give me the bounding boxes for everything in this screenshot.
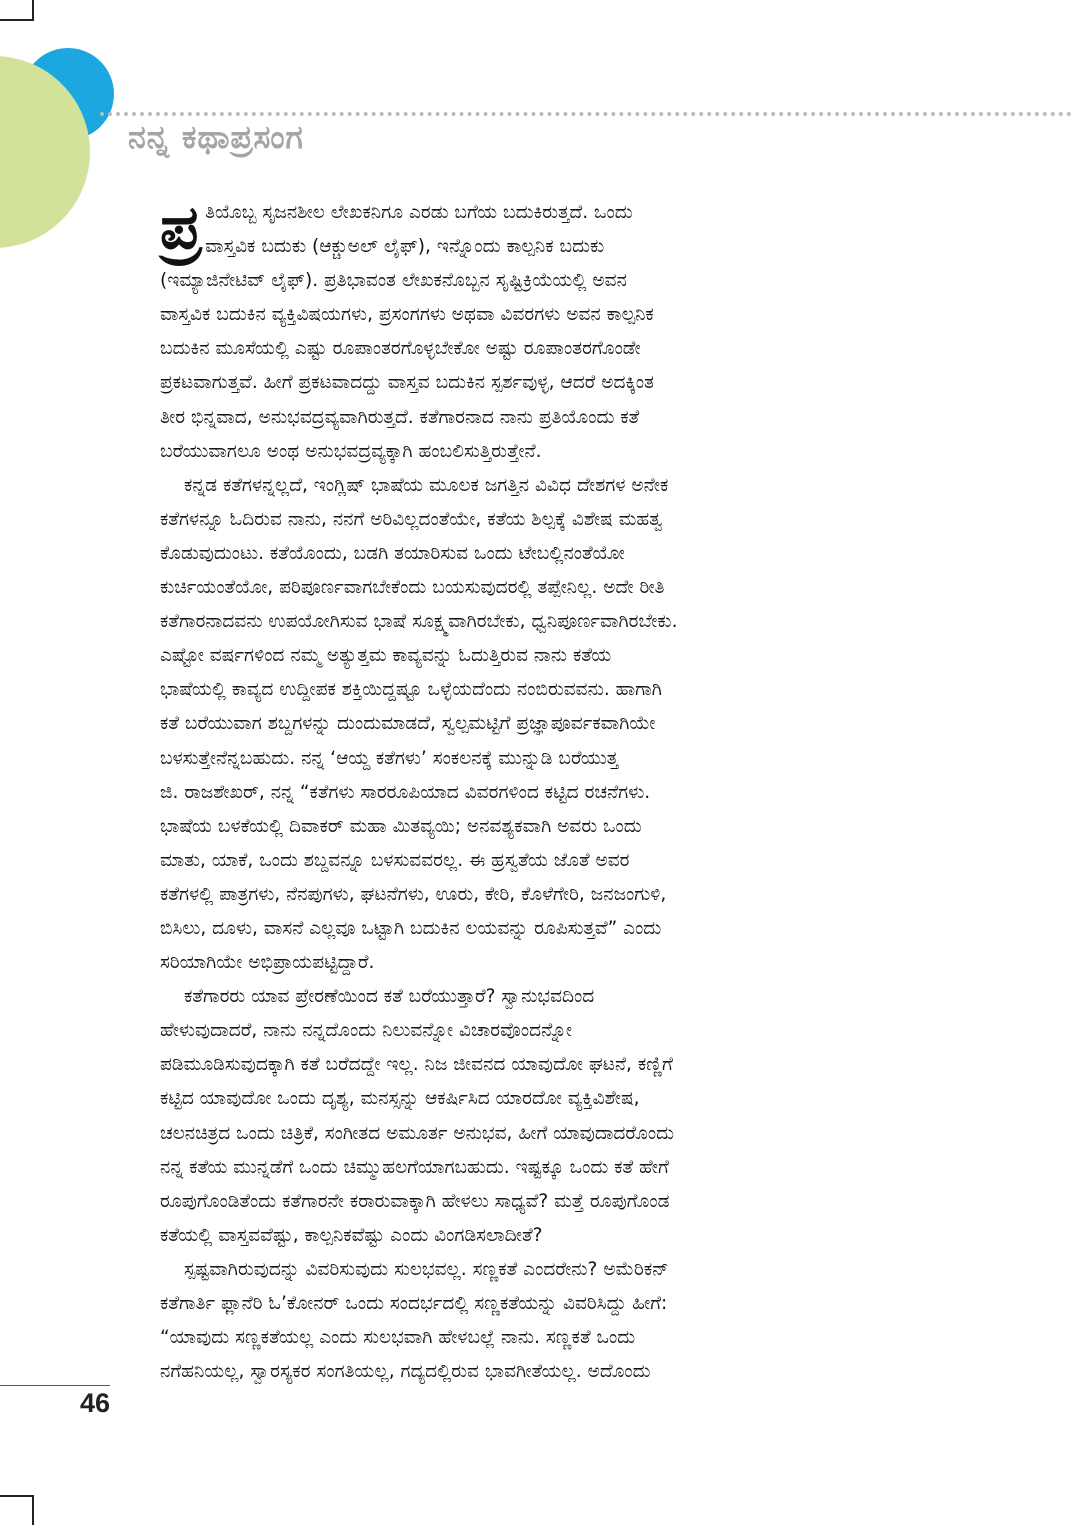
crop-mark-top-horizontal [0,19,34,21]
text-line: ಚಲನಚಿತ್ರದ ಒಂದು ಚಿತ್ರಿಕೆ, ಸಂಗೀತದ ಅಮೂರ್ತ ಅನುಭವ, ಹೀಗೆ ಯಾವುದಾದರೊಂದು [160,1122,675,1144]
paragraph-1 [160,193,912,469]
crop-mark-bottom-horizontal [0,1495,34,1497]
text-line: ಪ್ರಕಟವಾಗುತ್ತವೆ. ಹೀಗೆ ಪ್ರಕಟವಾದದ್ದು ವಾಸ್ತವ ಬದುಕಿನ ಸ್ಪರ್ಶವುಳ್ಳ, ಆದರೆ ಅದಕ್ಕಿಂತ [160,372,655,394]
text-line: ಜಿ. ರಾಜಶೇಖರ್, ನನ್ನ “ಕತೆಗಳು ಸಾರರೂಪಿಯಾದ ವಿವರಗಳಿಂದ ಕಟ್ಟಿದ ರಚನೆಗಳು. [160,781,651,803]
text-line: ಬಿಸಿಲು, ದೂಳು, ವಾಸನೆ ಎಲ್ಲವೂ ಒಟ್ಟಾಗಿ ಬದುಕಿನ ಲಯವನ್ನು ರೂಪಿಸುತ್ತವೆ” ಎಂದು [160,917,662,939]
text-line: ಕತೆ ಬರೆಯುವಾಗ ಶಬ್ದಗಳನ್ನು ದುಂದುಮಾಡದೆ, ಸ್ವಲ್ಪಮಟ್ಟಿಗೆ ಪ್ರಜ್ಞಾಪೂರ್ವಕವಾಗಿಯೇ [160,713,656,735]
text-line: ಕತೆಗಾರ್ತಿ ಫ್ಲಾನೆರಿ ಓ’ಕೋನರ್ ಒಂದು ಸಂದರ್ಭದಲ್ಲಿ ಸಣ್ಣಕತೆಯನ್ನು ವಿವರಿಸಿದ್ದು ಹೀಗೆ: [160,1293,668,1314]
text-line: ವಾಸ್ತವಿಕ ಬದುಕು (ಆಕ್ಚುಅಲ್ ಲೈಫ್), ಇನ್ನೊಂದು ಕಾಲ್ಪನಿಕ ಬದುಕು [205,236,605,258]
text-line: ಪಡಿಮೂಡಿಸುವುದಕ್ಕಾಗಿ ಕತೆ ಬರೆದದ್ದೇ ಇಲ್ಲ. ನಿಜ ಜೀವನದ ಯಾವುದೋ ಘಟನೆ, ಕಣ್ಣಿಗೆ [160,1054,673,1076]
text-line: ಮಾತು, ಯಾಕೆ, ಒಂದು ಶಬ್ದವನ್ನೂ ಬಳಸುವವರಲ್ಲ. ಈ ಹ್ರಸ್ವತೆಯ ಜೊತೆ ಅವರ [160,849,630,871]
text-line: ತಿಯೊಬ್ಬ ಸೃಜನಶೀಲ ಲೇಖಕನಿಗೂ ಎರಡು ಬಗೆಯ ಬದುಕಿರುತ್ತದೆ. ಒಂದು [205,202,633,223]
text-line: ನಗೆಹನಿಯಲ್ಲ, ಸ್ವಾರಸ್ಯಕರ ಸಂಗತಿಯಲ್ಲ, ಗದ್ಯದಲ್ಲಿರುವ ಭಾವಗೀತೆಯಲ್ಲ. ಅದೊಂದು [160,1361,651,1383]
text-line: ನನ್ನ ಕತೆಯ ಮುನ್ನಡೆಗೆ ಒಂದು ಚಿಮ್ಮುಹಲಗೆಯಾಗಬಹುದು. ಇಷ್ಟಕ್ಕೂ ಒಂದು ಕತೆ ಹೇಗೆ [160,1156,669,1178]
text-line: ಕತೆಯಲ್ಲಿ ವಾಸ್ತವವೆಷ್ಟು, ಕಾಲ್ಪನಿಕವೆಷ್ಟು ಎಂದು ವಿಂಗಡಿಸಲಾದೀತೆ? [160,1224,543,1246]
text-line: ತೀರ ಭಿನ್ನವಾದ, ಅನುಭವದ್ರವ್ಯವಾಗಿರುತ್ತದೆ. ಕತೆಗಾರನಾದ ನಾನು ಪ್ರತಿಯೊಂದು ಕತೆ [160,406,640,428]
text-line: ಕೊಡುವುದುಂಟು. ಕತೆಯೊಂದು, ಬಡಗಿ ತಯಾರಿಸುವ ಒಂದು ಟೇಬಲ್ಲಿನಂತೆಯೋ [160,542,625,564]
drop-cap: ಪ್ರ [160,193,202,263]
dotted-header-rule [100,112,1072,116]
text-line: ಬರೆಯುವಾಗಲೂ ಅಂಥ ಅನುಭವದ್ರವ್ಯಕ್ಕಾಗಿ ಹಂಬಲಿಸುತ್ತಿರುತ್ತೇನೆ. [160,440,542,462]
text-line: ಭಾಷೆಯ ಬಳಕೆಯಲ್ಲಿ ದಿವಾಕರ್ ಮಹಾ ಮಿತವ್ಯಯಿ; ಅನವಶ್ಯಕವಾಗಿ ಅವರು ಒಂದು [160,815,642,837]
paragraph-2 [160,469,912,980]
text-line: ಕಟ್ಟಿದ ಯಾವುದೋ ಒಂದು ದೃಶ್ಯ, ಮನಸ್ಸನ್ನು ಆಕರ್ಷಿಸಿದ ಯಾರದೋ ವ್ಯಕ್ತಿವಿಶೇಷ, [160,1088,640,1110]
text-line: ಹೇಳುವುದಾದರೆ, ನಾನು ನನ್ನದೊಂದು ನಿಲುವನ್ನೋ ವಿಚಾರವೊಂದನ್ನೋ [160,1020,572,1042]
paragraph-4 [160,1253,912,1389]
text-line: ಕತೆಗಾರರು ಯಾವ ಪ್ರೇರಣೆಯಿಂದ ಕತೆ ಬರೆಯುತ್ತಾರೆ? ಸ್ವಾನುಭವದಿಂದ [184,986,595,1008]
footer-rule [0,1385,110,1386]
text-line: ವಾಸ್ತವಿಕ ಬದುಕಿನ ವ್ಯಕ್ತಿವಿಷಯಗಳು, ಪ್ರಸಂಗಗಳು ಅಥವಾ ವಿವರಗಳು ಅವನ ಕಾಲ್ಪನಿಕ [160,304,654,326]
text-line: “ಯಾವುದು ಸಣ್ಣಕತೆಯಲ್ಲ ಎಂದು ಸುಲಭವಾಗಿ ಹೇಳಬಲ್ಲೆ ನಾನು. ಸಣ್ಣಕತೆ ಒಂದು [160,1327,636,1349]
text-line: ಕುರ್ಚಿಯಂತೆಯೋ, ಪರಿಪೂರ್ಣವಾಗಬೇಕೆಂದು ಬಯಸುವುದರಲ್ಲಿ ತಪ್ಪೇನಿಲ್ಲ. ಅದೇ ರೀತಿ [160,577,665,599]
text-line: ಸರಿಯಾಗಿಯೇ ಅಭಿಪ್ರಾಯಪಟ್ಟಿದ್ದಾರೆ. [160,952,375,974]
text-line: ಬದುಕಿನ ಮೂಸೆಯಲ್ಲಿ ಎಷ್ಟು ರೂಪಾಂತರಗೊಳ್ಳಬೇಕೋ ಅಷ್ಟು ರೂಪಾಂತರಗೊಂಡೇ [160,338,641,360]
text-line: ಎಷ್ಟೋ ವರ್ಷಗಳಿಂದ ನಮ್ಮ ಅತ್ಯುತ್ತಮ ಕಾವ್ಯವನ್ನು ಓದುತ್ತಿರುವ ನಾನು ಕತೆಯ [160,645,612,667]
text-line: ಕತೆಗಳನ್ನೂ ಓದಿರುವ ನಾನು, ನನಗೆ ಅರಿವಿಲ್ಲದಂತೆಯೇ, ಕತೆಯ ಶಿಲ್ಪಕ್ಕೆ ವಿಶೇಷ ಮಹತ್ವ [160,508,663,530]
crop-mark-bottom [32,1495,34,1525]
text-line: ಕತೆಗಳಲ್ಲಿ ಪಾತ್ರಗಳು, ನೆನಪುಗಳು, ಘಟನೆಗಳು, ಊರು, ಕೇರಿ, ಕೊಳೆಗೇರಿ, ಜನಜಂಗುಳಿ, [160,883,667,905]
text-line: ಕತೆಗಾರನಾದವನು ಉಪಯೋಗಿಸುವ ಭಾಷೆ ಸೂಕ್ಷ್ಮವಾಗಿರಬೇಕು, ಧ್ವನಿಪೂರ್ಣವಾಗಿರಬೇಕು. [160,611,678,633]
article-body [160,193,912,1389]
text-line: ಕನ್ನಡ ಕತೆಗಳನ್ನಲ್ಲದೆ, ಇಂಗ್ಲಿಷ್ ಭಾಷೆಯ ಮೂಲಕ ಜಗತ್ತಿನ ವಿವಿಧ ದೇಶಗಳ ಅನೇಕ [184,474,669,496]
text-line: ಸ್ಪಷ್ಟವಾಗಿರುವುದನ್ನು ವಿವರಿಸುವುದು ಸುಲಭವಲ್ಲ. ಸಣ್ಣಕತೆ ಎಂದರೇನು? ಅಮೆರಿಕನ್ [184,1258,669,1280]
chapter-title: ನನ್ನ ಕಥಾಪ್ರಸಂಗ [128,118,304,156]
text-line: ರೂಪುಗೊಂಡಿತೆಂದು ಕತೆಗಾರನೇ ಕರಾರುವಾಕ್ಕಾಗಿ ಹೇಳಲು ಸಾಧ್ಯವೆ? ಮತ್ತೆ ರೂಪುಗೊಂಡ [160,1190,670,1212]
text-line: ಭಾಷೆಯಲ್ಲಿ ಕಾವ್ಯದ ಉದ್ದೀಪಕ ಶಕ್ತಿಯಿದ್ದಷ್ಟೂ ಒಳ್ಳೆಯದೆಂದು ನಂಬಿರುವವನು. ಹಾಗಾಗಿ [160,679,662,701]
text-line: (ಇಮ್ಯಾಜಿನೇಟಿವ್ ಲೈಫ್). ಪ್ರತಿಭಾವಂತ ಲೇಖಕನೊಬ್ಬನ ಸೃಷ್ಟಿಕ್ರಿಯೆಯಲ್ಲಿ ಅವನ [160,270,627,292]
page-number: 46 [80,1388,111,1418]
text-line: ಬಳಸುತ್ತೇನೆನ್ನಬಹುದು. ನನ್ನ ‘ಆಯ್ದ ಕತೆಗಳು’ ಸಂಕಲನಕ್ಕೆ ಮುನ್ನುಡಿ ಬರೆಯುತ್ತ [160,747,619,769]
crop-mark-top [32,0,34,20]
paragraph-3 [160,980,912,1253]
